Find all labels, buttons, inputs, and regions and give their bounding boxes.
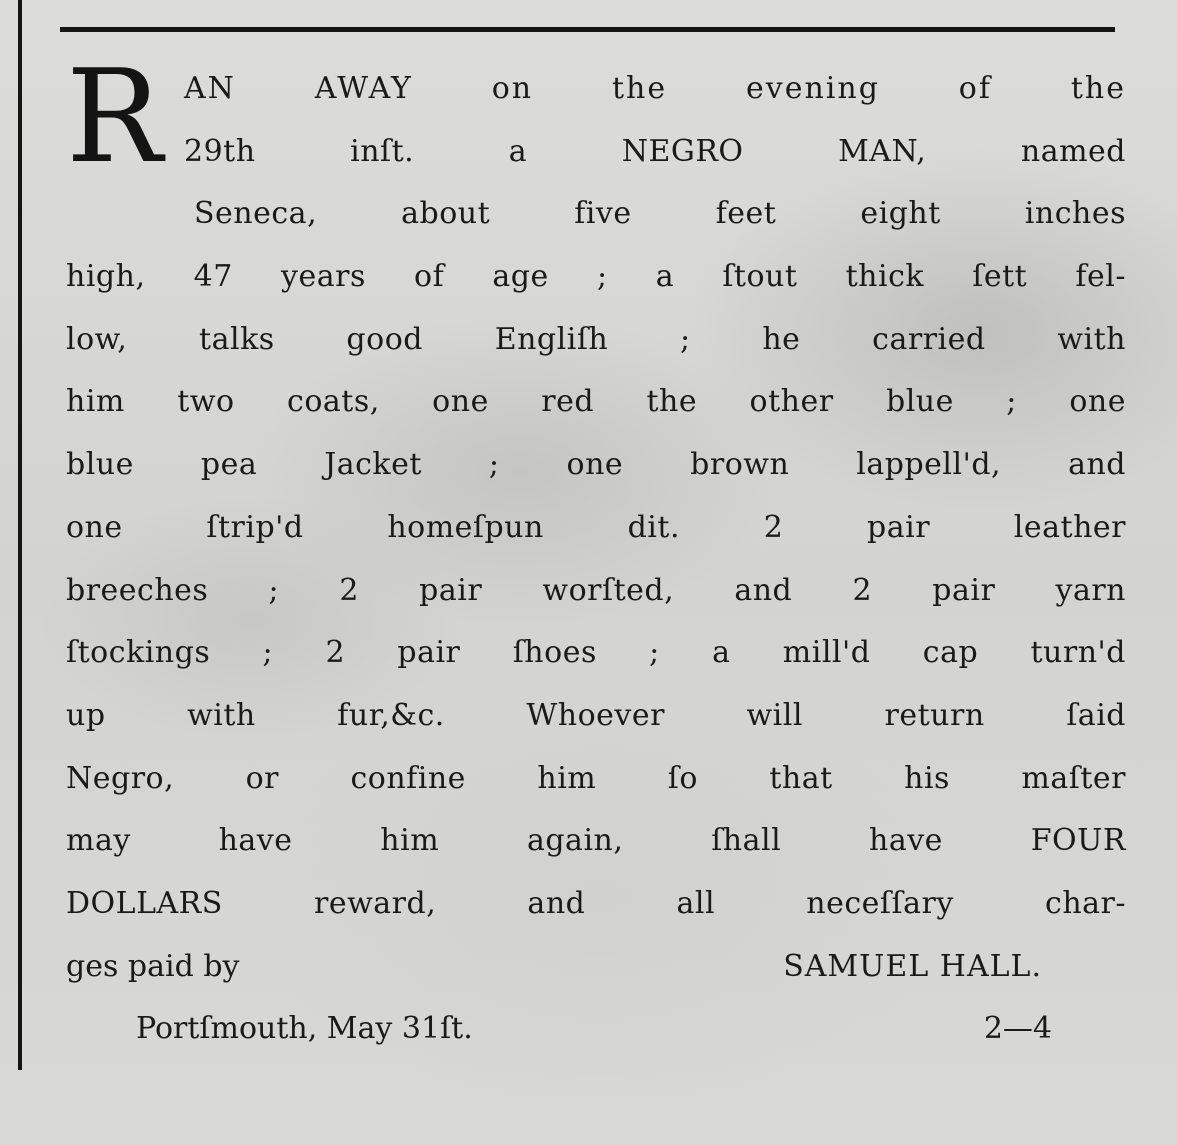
ad-line-10: ſtockings ; 2 pair ſhoes ; a mill'd cap turn'd: [66, 635, 1126, 671]
ad-line-5: low, talks good Engliſh ; he carried with: [66, 321, 1126, 357]
column-rule-top: [60, 27, 1115, 32]
place-date: Portſmouth, May 31ſt.: [136, 1011, 473, 1047]
drop-cap: R: [66, 43, 163, 192]
ad-line-14: DOLLARS reward, and all neceſſary char-: [66, 885, 1126, 921]
ad-line-6: him two coats, one red the other blue ; one: [66, 384, 1126, 420]
runaway-advertisement: [66, 43, 1126, 1061]
ad-line-4: high, 47 years of age ; a ſtout thick ſett fel-: [66, 259, 1126, 295]
closing-text: ges paid by: [66, 948, 240, 984]
ad-line-11: up with fur,&c. Whoever will return ſaid: [66, 697, 1126, 733]
column-rule-left: [18, 0, 22, 1070]
ad-line-1: AN AWAY on the evening of the: [184, 71, 1126, 106]
dateline: [66, 998, 1126, 1061]
ad-line-13: may have him again, ſhall have FOUR: [66, 823, 1126, 859]
ad-line-12: Negro, or confine him ſo that his maſter: [66, 760, 1126, 796]
ad-line-8: one ſtrip'd homeſpun dit. 2 pair leather: [66, 509, 1126, 545]
issue-mark: 2—4: [983, 1011, 1052, 1047]
ad-line-2: 29th inſt. a NEGRO MAN, named: [184, 133, 1126, 169]
ad-line-7: blue pea Jacket ; one brown lappell'd, and: [66, 447, 1126, 483]
ad-line-9: breeches ; 2 pair worſted, and 2 pair yarn: [66, 572, 1126, 608]
ad-line-3: Seneca, about five feet eight inches: [194, 196, 1126, 232]
signature-line: [66, 936, 1126, 999]
signature: SAMUEL HALL.: [783, 948, 1042, 984]
